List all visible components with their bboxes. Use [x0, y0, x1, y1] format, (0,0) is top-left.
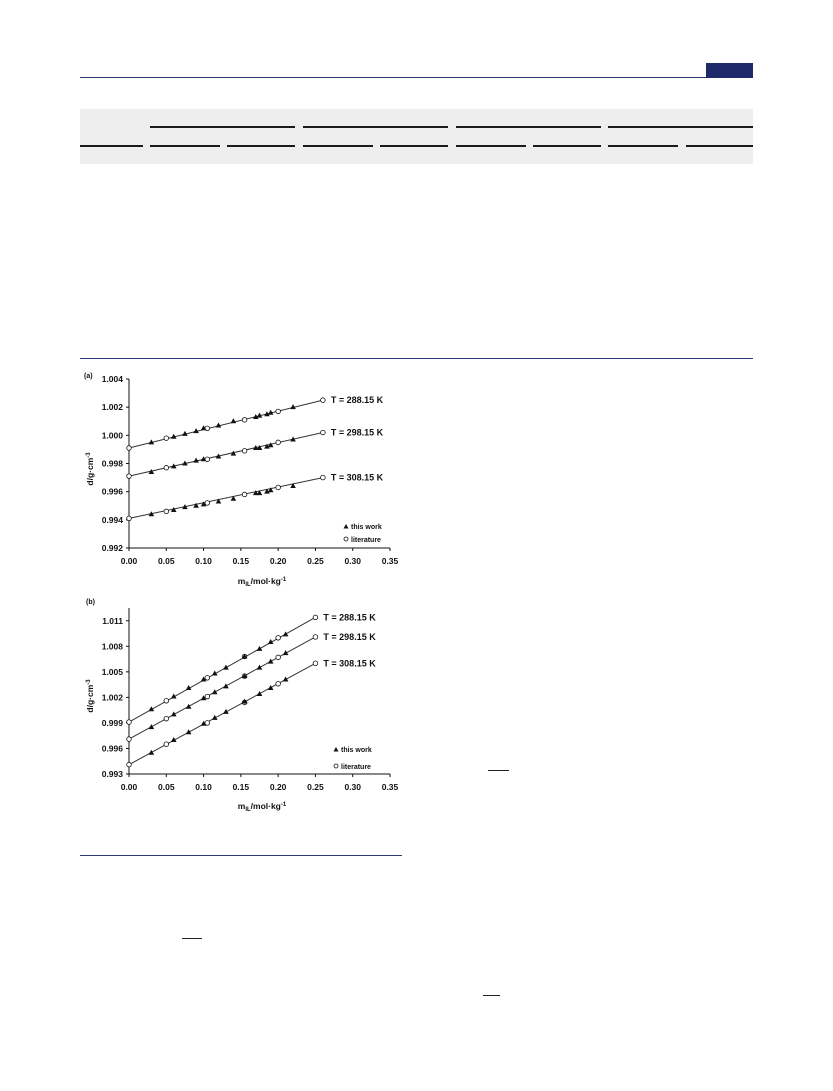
this-work-point: [186, 729, 192, 734]
literature-point: [313, 635, 318, 640]
x-tick-label: 0.35: [381, 782, 399, 792]
literature-point: [276, 635, 281, 640]
chart-panel-a: [84, 373, 399, 588]
y-tick-label: 0.994: [101, 514, 123, 525]
this-work-point: [231, 418, 237, 423]
literature-point: [313, 661, 318, 666]
literature-point: [164, 698, 169, 703]
y-tick-label: 1.008: [101, 641, 123, 652]
this-work-point: [149, 750, 155, 755]
y-tick-label: 0.996: [101, 743, 123, 754]
y-tick-label: 1.000: [101, 430, 123, 441]
literature-point: [164, 742, 169, 747]
literature-point: [164, 509, 169, 514]
literature-point: [321, 475, 326, 480]
literature-point: [321, 430, 326, 435]
fit-line: [129, 663, 315, 764]
legend-label: literature: [351, 537, 381, 544]
x-tick-label: 0.05: [158, 556, 175, 566]
x-tick-label: 0.10: [195, 556, 212, 566]
literature-point: [276, 681, 281, 686]
legend-label: literature: [341, 764, 371, 771]
literature-point: [205, 501, 210, 506]
x-tick-label: 0.30: [344, 782, 361, 792]
legend-label: this work: [341, 747, 372, 754]
chart-panel-b: [85, 599, 399, 813]
literature-point: [276, 655, 281, 660]
literature-point: [127, 762, 132, 767]
literature-point: [242, 449, 247, 454]
x-tick-label: 0.00: [120, 782, 138, 792]
x-tick-label: 0.25: [307, 782, 324, 792]
literature-point: [127, 446, 132, 451]
literature-point: [127, 720, 132, 725]
this-work-point: [283, 631, 289, 636]
literature-point: [242, 492, 247, 497]
literature-point: [276, 485, 281, 490]
this-work-point: [212, 689, 218, 694]
y-tick-label: 1.011: [102, 615, 123, 626]
x-tick-label: 0.10: [195, 782, 212, 792]
literature-point: [127, 474, 132, 479]
legend-circle-icon: [334, 764, 338, 768]
y-tick-label: 0.998: [101, 458, 123, 469]
y-tick-label: 0.999: [101, 717, 123, 728]
literature-point: [205, 721, 210, 726]
legend-triangle-icon: [344, 524, 349, 529]
literature-point: [164, 465, 169, 470]
x-tick-label: 0.30: [344, 556, 361, 566]
series-label: T = 308.15 K: [330, 472, 384, 483]
literature-point: [127, 737, 132, 742]
panel-label: (b): [86, 599, 95, 606]
literature-point: [276, 409, 281, 414]
literature-point: [127, 516, 132, 521]
y-axis-label: $d/g\cdot cm^{-3}$: [85, 679, 95, 713]
x-tick-label: 0.20: [269, 556, 287, 566]
x-tick-label: 0.20: [269, 782, 287, 792]
fit-line: [129, 637, 315, 739]
y-tick-label: 1.002: [101, 692, 123, 703]
y-tick-label: 1.004: [101, 374, 123, 384]
x-axis-label: $m_{IL}/mol\cdot kg^{-1}$: [237, 576, 287, 588]
y-tick-label: 1.002: [101, 402, 123, 413]
y-tick-label: 0.993: [101, 769, 123, 779]
legend-triangle-icon: [334, 747, 339, 752]
literature-point: [164, 436, 169, 441]
y-tick-label: 0.996: [101, 486, 123, 497]
legend-circle-icon: [344, 537, 348, 541]
literature-point: [205, 694, 210, 699]
fit-line: [129, 478, 323, 519]
this-work-point: [257, 646, 263, 651]
fit-line: [129, 617, 315, 722]
this-work-point: [223, 683, 229, 688]
series-label: T = 288.15 K: [323, 612, 376, 623]
y-tick-label: 0.992: [101, 543, 123, 553]
x-tick-label: 0.15: [232, 782, 250, 792]
x-axis-label: $m_{IL}/mol\cdot kg^{-1}$: [237, 801, 287, 813]
literature-point: [205, 676, 210, 681]
y-tick-label: 1.005: [101, 666, 123, 677]
this-work-point: [149, 724, 155, 729]
literature-point: [242, 418, 247, 423]
y-axis-label: $d/g\cdot cm^{-3}$: [85, 452, 95, 486]
literature-point: [321, 398, 326, 403]
this-work-point: [268, 659, 274, 664]
panel-label: (a): [84, 373, 93, 380]
literature-point: [276, 440, 281, 445]
this-work-point: [257, 665, 263, 670]
x-tick-label: 0.15: [232, 556, 250, 566]
series-label: T = 308.15 K: [323, 658, 376, 669]
legend-label: this work: [351, 524, 382, 531]
series-label: T = 298.15 K: [323, 631, 376, 642]
series-label: T = 298.15 K: [330, 427, 384, 438]
this-work-point: [268, 685, 274, 690]
x-tick-label: 0.05: [158, 782, 175, 792]
literature-point: [313, 615, 318, 620]
literature-point: [164, 716, 169, 721]
x-tick-label: 0.00: [120, 556, 138, 566]
this-work-point: [257, 691, 263, 696]
this-work-point: [186, 704, 192, 709]
x-tick-label: 0.25: [307, 556, 324, 566]
series-label: T = 288.15 K: [330, 395, 384, 406]
x-tick-label: 0.35: [381, 556, 399, 566]
